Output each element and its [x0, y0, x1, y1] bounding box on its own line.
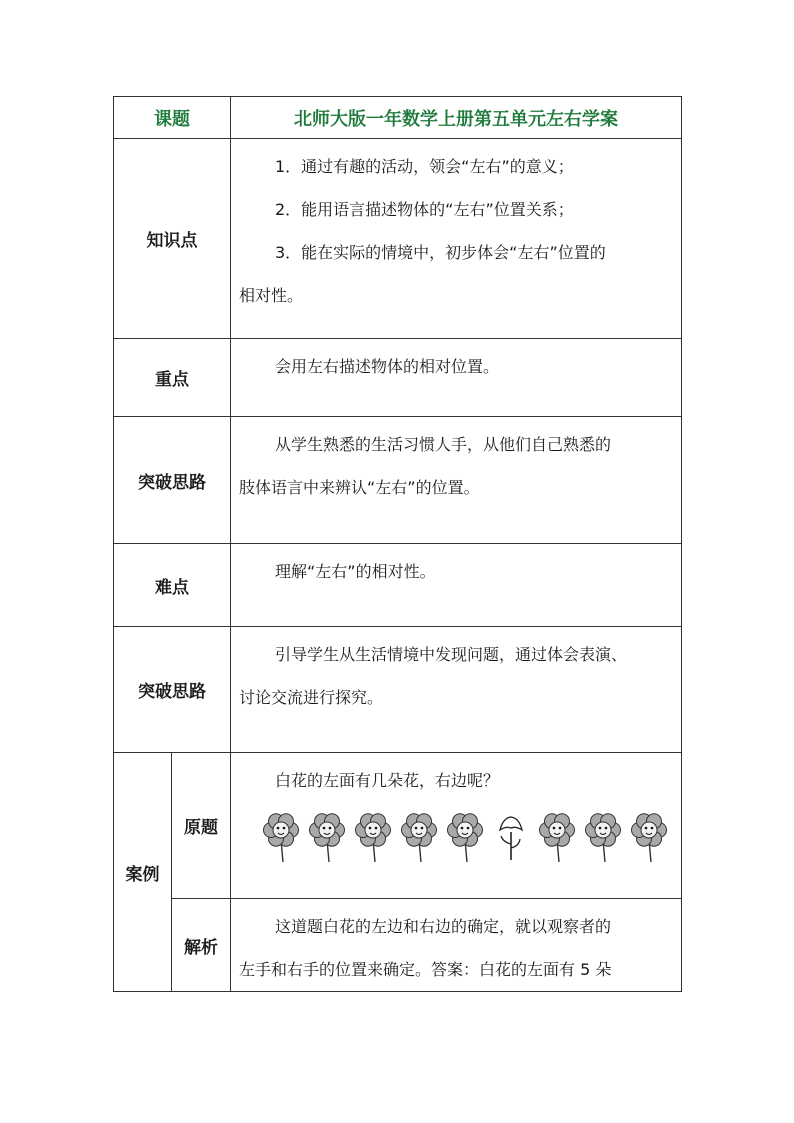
case-label: 案例 — [114, 753, 172, 992]
knowledge-row — [114, 139, 682, 339]
flower-icon — [356, 814, 391, 862]
case-original-row — [114, 753, 682, 899]
breakthrough2-line-2: 讨论交流进行探究。 — [239, 688, 384, 707]
original-question: 白花的左面有几朵花，右边呢？ — [275, 771, 500, 790]
knowledge-label: 知识点 — [114, 139, 231, 339]
knowledge-item-3: 3．能在实际的情境中，初步体会“左右”位置的 — [275, 243, 606, 262]
breakthrough-label-1: 突破思路 — [114, 417, 231, 544]
lesson-title: 北师大版一年数学上册第五单元左右学案 — [231, 97, 682, 139]
lesson-plan-table — [113, 96, 682, 992]
white-flower-icon — [500, 817, 522, 860]
analysis-line-2: 左手和右手的位置来确定。答案：白花的左面有 5 朵 — [239, 960, 612, 979]
topic-label: 课题 — [114, 97, 231, 139]
original-label: 原题 — [172, 753, 231, 899]
breakthrough-line-2: 肢体语言中来辨认“左右”的位置。 — [239, 478, 480, 497]
breakthrough-line-1: 从学生熟悉的生活习惯人手，从他们自己熟悉的 — [275, 435, 612, 454]
key-point-label: 重点 — [114, 339, 231, 417]
analysis-label: 解析 — [172, 899, 231, 992]
flower-row — [239, 802, 673, 874]
knowledge-item-2: 2．能用语言描述物体的“左右”位置关系； — [275, 200, 574, 219]
knowledge-content — [231, 139, 682, 339]
breakthrough-row-1 — [114, 417, 682, 544]
analysis-line-1: 这道题白花的左边和右边的确定，就以观察者的 — [275, 917, 612, 936]
breakthrough2-line-1: 引导学生从生活情境中发现问题，通过体会表演、 — [275, 645, 628, 664]
breakthrough-label-2: 突破思路 — [114, 627, 231, 753]
flower-icon — [402, 814, 437, 862]
flower-illustration — [259, 806, 679, 870]
difficulty-row — [114, 544, 682, 627]
knowledge-item-3-cont: 相对性。 — [239, 286, 304, 305]
key-point-text: 会用左右描述物体的相对位置。 — [275, 357, 500, 376]
case-analysis-row — [114, 899, 682, 992]
header-row — [114, 97, 682, 139]
flower-icon — [540, 814, 575, 862]
flower-icon — [632, 814, 667, 862]
difficulty-label: 难点 — [114, 544, 231, 627]
flower-icon — [310, 814, 345, 862]
knowledge-item-1: 1．通过有趣的活动，领会“左右”的意义； — [275, 157, 574, 176]
flower-icon — [264, 814, 299, 862]
key-point-row — [114, 339, 682, 417]
breakthrough-row-2 — [114, 627, 682, 753]
flower-icon — [586, 814, 621, 862]
difficulty-text: 理解“左右”的相对性。 — [275, 562, 436, 581]
flower-icon — [448, 814, 483, 862]
